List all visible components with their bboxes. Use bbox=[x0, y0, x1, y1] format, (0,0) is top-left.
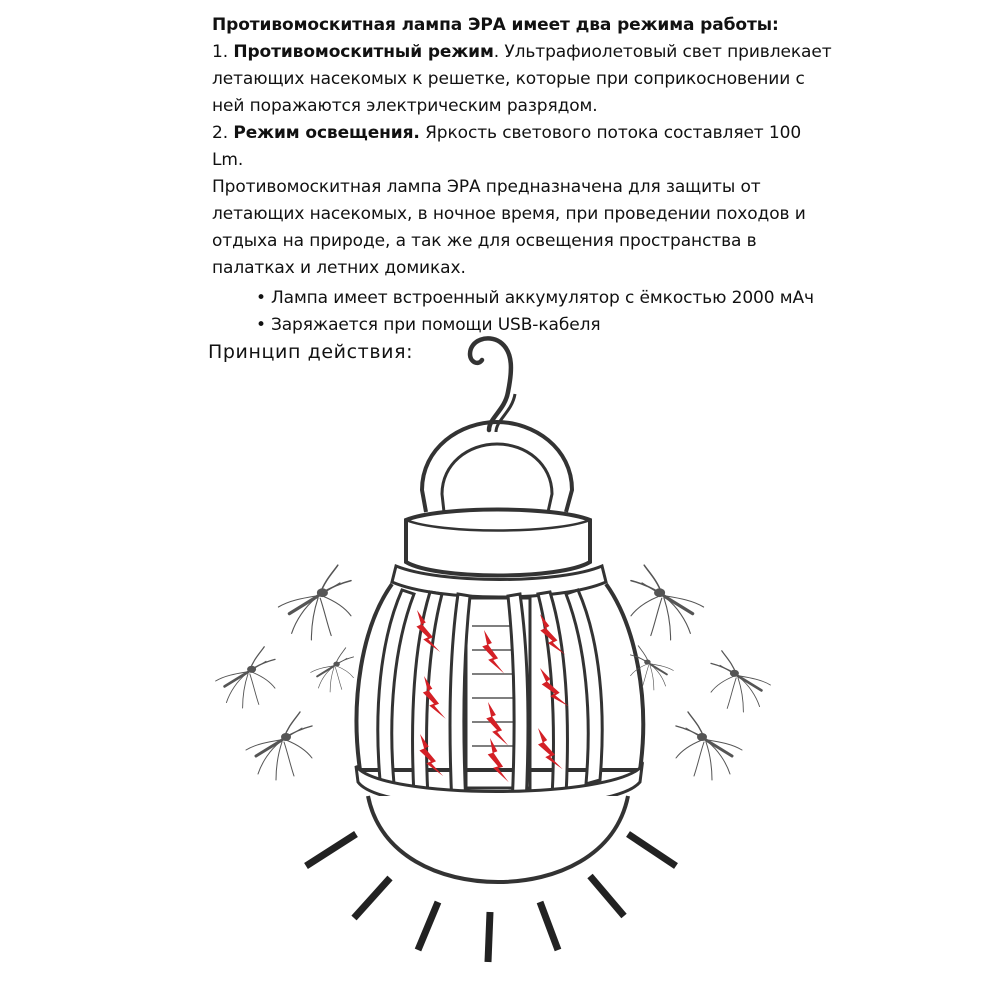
lamp-base bbox=[368, 796, 628, 882]
mosquito-icon bbox=[216, 647, 275, 708]
mode-2-description: Яркость светового потока составляет 100 Lm. bbox=[212, 123, 802, 170]
mosquito-icon bbox=[711, 651, 770, 712]
list-item: • Заряжается при помощи USB-кабеля bbox=[256, 312, 832, 339]
lightning-spark-icon bbox=[413, 607, 569, 784]
mode-2: 2. Режим освещения. Яркость светового потока составляет 100 Lm. bbox=[212, 123, 802, 170]
mode-1-title: Противомоскитный режим bbox=[233, 42, 494, 62]
mode-2-title: Режим освещения. bbox=[233, 123, 420, 143]
principle-label: Принцип действия: bbox=[208, 341, 414, 363]
purpose-text: Противомоскитная лампа ЭРА предназначена для защиты от летающих насекомых, в ночное время, при проведении походов и отдыха на природе, а так же для освещения пространства в палатках и летних домиках. bbox=[212, 177, 806, 278]
mosquito-icon bbox=[278, 565, 351, 640]
mosquito-icon bbox=[676, 712, 742, 780]
list-item: • Лампа имеет встроенный аккумулятор с ёмкостью 2000 мАч bbox=[256, 285, 832, 312]
mosquito-icon bbox=[311, 648, 354, 692]
mode-1-description: . Ультрафиолетовый свет привлекает летающих насекомых к решетке, которые при соприкосновении с ней поражаются электрическим разрядом. bbox=[212, 42, 832, 116]
lamp-cap bbox=[406, 510, 590, 576]
modes-heading: Противомоскитная лампа ЭРА имеет два режима работы: bbox=[212, 15, 779, 35]
mode-1: 1. Противомоскитный режим. Ультрафиолетовый свет привлекает летающих насекомых к решетке, которые при соприкосновении с ней поражаются электрическим разрядом. bbox=[212, 42, 832, 116]
mosquito-icon bbox=[631, 565, 704, 640]
mosquito-icon bbox=[246, 712, 312, 780]
